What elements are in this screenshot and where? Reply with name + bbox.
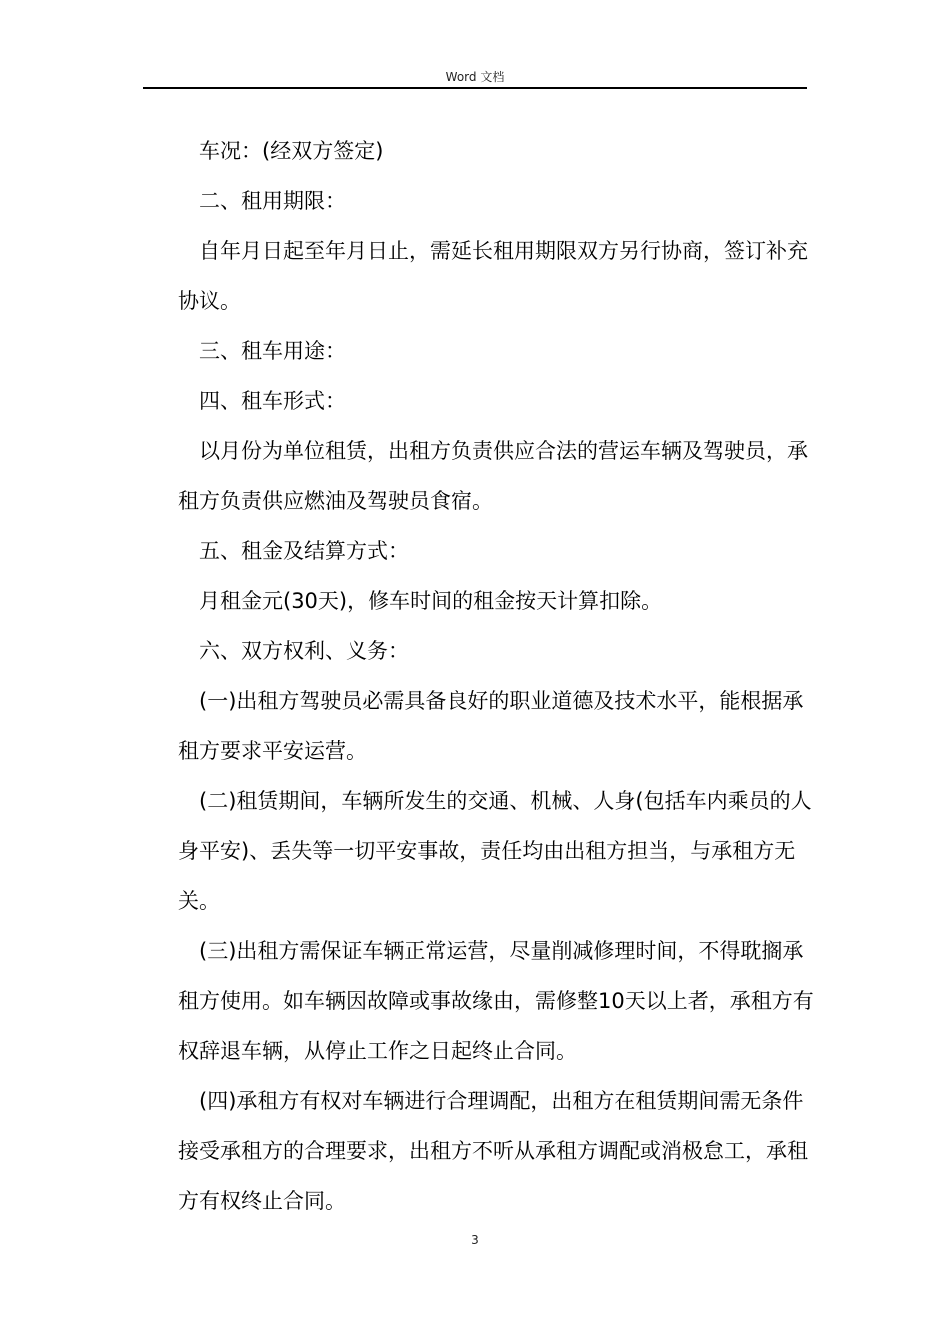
header-divider [143, 87, 807, 89]
paragraph-clause-1: (一)出租方驾驶员必需具备良好的职业道德及技术水平，能根据承租方要求平安运营。 [178, 689, 804, 763]
paragraph-heading-lease-term: 二、租用期限： [199, 189, 346, 213]
paragraph-rent: 月租金元(30天)，修车时间的租金按天计算扣除。 [199, 589, 663, 613]
paragraph-clause-3: (三)出租方需保证车辆正常运营，尽量削减修理时间，不得耽搁承租方使用。如车辆因故障或事故缘由，需修整10天以上者，承租方有权辞退车辆，从停止工作之日起终止合同。 [178, 939, 814, 1063]
paragraph-heading-rent: 五、租金及结算方式： [199, 539, 409, 563]
paragraph-lease-form: 以月份为单位租赁，出租方负责供应合法的营运车辆及驾驶员，承租方负责供应燃油及驾驶员食宿。 [178, 439, 808, 513]
paragraph-clause-4: (四)承租方有权对车辆进行合理调配，出租方在租赁期间需无条件接受承租方的合理要求，出租方不听从承租方调配或消极怠工，承租方有权终止合同。 [178, 1089, 808, 1213]
paragraph-heading-purpose: 三、租车用途： [199, 339, 346, 363]
paragraph-lease-term: 自年月日起至年月日止，需延长租用期限双方另行协商，签订补充协议。 [178, 239, 808, 313]
paragraph-heading-rights: 六、双方权利、义务： [199, 639, 409, 663]
paragraph-heading-form: 四、租车形式： [199, 389, 346, 413]
page-number: 3 [471, 1233, 479, 1247]
document-body [178, 126, 818, 1226]
document-header-title: Word 文档 [445, 70, 505, 84]
paragraph-vehicle-condition: 车况：(经双方签定) [199, 139, 384, 163]
paragraph-clause-2: (二)租赁期间，车辆所发生的交通、机械、人身(包括车内乘员的人身平安)、丢失等一切平安事故，责任均由出租方担当，与承租方无关。 [178, 789, 812, 913]
